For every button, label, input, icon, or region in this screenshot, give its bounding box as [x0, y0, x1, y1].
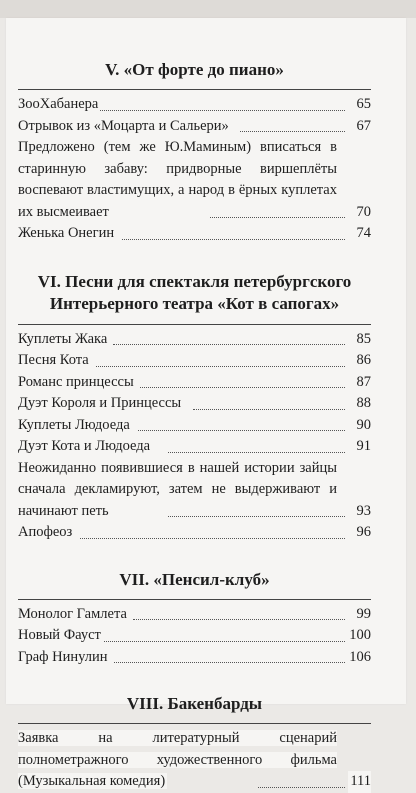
leader-dots — [104, 641, 345, 642]
toc-entry-page: 100 — [347, 625, 371, 647]
toc-entry-page: 85 — [355, 329, 372, 351]
leader-dots — [168, 452, 345, 453]
toc-entry[interactable] — [18, 329, 371, 351]
toc-entry[interactable] — [18, 625, 371, 647]
toc-entry[interactable] — [18, 647, 371, 669]
toc-entry-page: 88 — [355, 393, 372, 415]
toc-entry[interactable] — [18, 728, 371, 793]
toc-entry[interactable] — [18, 393, 371, 415]
toc-entry-page: 111 — [348, 771, 371, 793]
toc-entry-title: Неожиданно появившиеся в нашей истории зайцы сначала декламируют, затем не выдерживают и начинают петь — [18, 459, 337, 519]
toc-entry[interactable] — [18, 604, 371, 626]
toc-entry-page: 65 — [355, 94, 372, 116]
leader-dots — [113, 344, 345, 345]
toc-entry-title: Куплеты Людоеда — [18, 416, 130, 433]
toc-entry-title: Песня Кота — [18, 352, 89, 368]
leader-dots — [96, 366, 345, 367]
book-page — [6, 18, 406, 789]
leader-dots — [210, 217, 345, 218]
toc-entry-title: Заявка на литературный сценарий полнометражного художественного фильма (Музыкальная комедия) — [18, 730, 337, 789]
toc-entry-page: 106 — [347, 647, 371, 669]
toc-entry-page: 67 — [355, 116, 372, 138]
table-of-contents — [18, 38, 371, 793]
leader-dots — [193, 409, 345, 410]
toc-entry-page: 86 — [355, 350, 372, 372]
toc-entry-page: 96 — [355, 522, 372, 544]
toc-entry[interactable] — [18, 372, 371, 394]
section-heading-line: Интерьерного театра «Кот в сапогах» — [49, 293, 340, 313]
toc-entry-page: 93 — [355, 501, 372, 523]
toc-entry-title: Предложено (тем же Ю.Маминым) вписаться в старинную забаву: придворные виршеплёты воспевают властимущих, а народ в ёрных куплетах их высмеивает — [18, 139, 337, 220]
section-heading — [18, 271, 371, 315]
toc-entry-page: 87 — [355, 372, 372, 394]
toc-entry-page: 74 — [355, 223, 372, 245]
toc-entry[interactable] — [18, 458, 371, 523]
toc-entry-title: Граф Нинулин — [18, 648, 108, 665]
toc-entry-title: Отрывок из «Моцарта и Сальери» — [18, 117, 229, 134]
toc-entry[interactable] — [18, 350, 371, 372]
toc-entry-title: Дуэт Кота и Людоеда — [18, 438, 151, 454]
section-divider — [18, 324, 371, 325]
section-heading-line: VIII. Бакенбарды — [126, 694, 263, 713]
toc-entry-title: Апофеоз — [18, 524, 73, 540]
toc-entry-title: Куплеты Жака — [18, 330, 108, 347]
toc-entry[interactable] — [18, 415, 371, 437]
leader-dots — [114, 662, 345, 663]
leader-dots — [240, 131, 345, 132]
toc-entry-page: 70 — [355, 202, 372, 224]
toc-entry-title: Женька Онегин — [18, 225, 115, 241]
leader-dots — [100, 110, 345, 111]
section-heading — [18, 60, 371, 80]
toc-entry[interactable] — [18, 116, 371, 138]
toc-entry-page: 99 — [355, 604, 372, 626]
toc-entry[interactable] — [18, 436, 371, 458]
toc-entry-title: Дуэт Короля и Принцессы — [18, 395, 182, 411]
toc-entry-page: 90 — [355, 415, 372, 437]
leader-dots — [133, 619, 345, 620]
section-divider — [18, 89, 371, 90]
section-divider — [18, 723, 371, 724]
leader-dots — [122, 239, 345, 240]
section-heading-line: V. «От форте до пиано» — [105, 60, 284, 79]
leader-dots — [168, 516, 345, 517]
toc-entry-title: Монолог Гамлета — [18, 605, 127, 622]
toc-entry-title: Романс принцессы — [18, 373, 134, 390]
toc-entry[interactable] — [18, 137, 371, 223]
toc-entry-page: 91 — [355, 436, 372, 458]
leader-dots — [258, 787, 345, 788]
section-heading — [18, 570, 371, 590]
page-top-edge — [0, 0, 416, 18]
leader-dots — [80, 538, 345, 539]
leader-dots — [140, 387, 345, 388]
toc-entry-title: ЗооХабанера — [18, 96, 99, 112]
toc-entry[interactable] — [18, 223, 371, 245]
section-divider — [18, 599, 371, 600]
toc-entry-title: Новый Фауст — [18, 627, 101, 643]
leader-dots — [138, 430, 345, 431]
section-heading-line: VI. Песни для спектакля петербургского — [37, 271, 352, 291]
section-heading-line: VII. «Пенсил-клуб» — [119, 569, 270, 589]
toc-entry[interactable] — [18, 522, 371, 544]
section-heading — [18, 694, 371, 714]
toc-entry[interactable] — [18, 94, 371, 116]
